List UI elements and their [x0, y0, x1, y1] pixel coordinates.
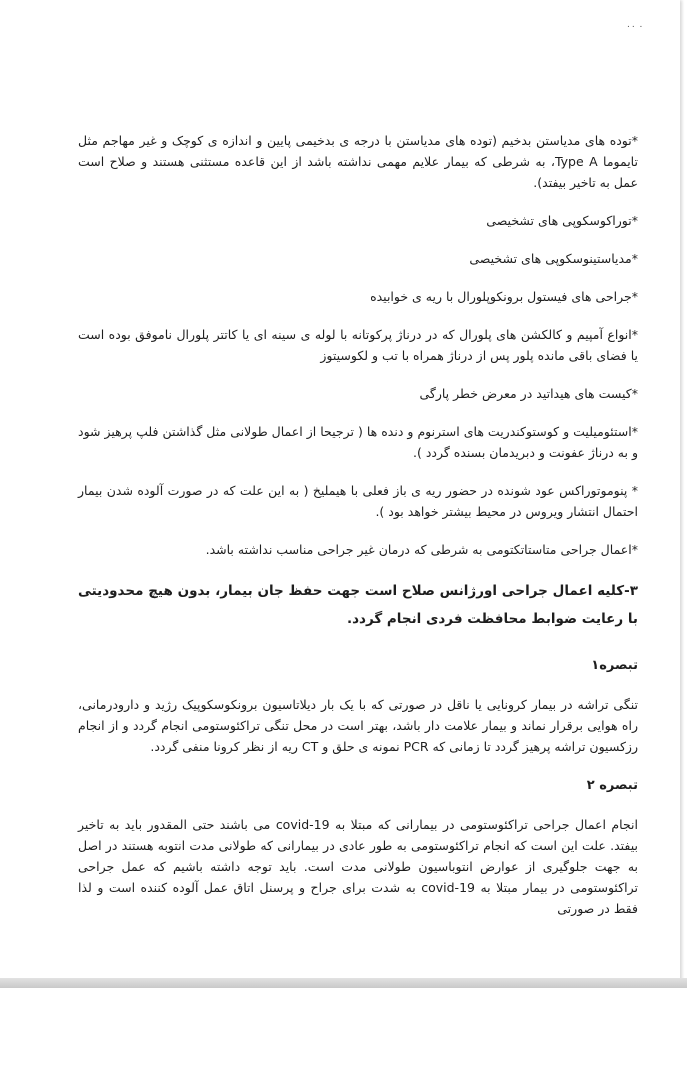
note-2-title: تبصره ۲ — [586, 778, 638, 793]
paragraph-bronchopleural-fistula: *جراحی های فیستول برونکوپلورال با ریه ی خوابیده — [370, 289, 638, 304]
scan-edge — [0, 978, 687, 988]
section-heading-emergency-surgery: ۳-کلیه اعمال جراحی اورژانس صلاح است جهت حفظ جان بیمار، بدون هیچ محدودیتی با رعایت ضوابط محافظت فردی انجام گردد. — [78, 583, 638, 627]
paragraph-diagnostic-mediastinoscopy: *مدیاستینوسکوپی های تشخیصی — [469, 251, 638, 266]
paragraph-metastasectomy: *اعمال جراحی متاستاتکتومی به شرطی که درمان غیر جراحی مناسب نداشته باشد. — [205, 542, 638, 557]
note-1-body: تنگی تراشه در بیمار کرونایی یا ناقل در صورتی که با یک بار دیلاتاسیون برونکوسکوپیک رژید و دارودرمانی، راه هوایی برقرار نماند و بیمار علامت دار باشد، بهتر است در محل تنگی تراکئوستومی انجام گردد و از انجام رزکسیون تراشه پرهیز گردد تا زمانی که PCR نمونه ی حلق و CT ریه از نظر کرونا منفی گردد. — [78, 697, 638, 754]
paragraph-hydatid-cyst: *کیست های هیداتید در معرض خطر پارگی — [419, 386, 638, 401]
note-2-body: انجام اعمال جراحی تراکئوستومی در بیمارانی که مبتلا به covid-19 می باشند حتی المقدور باید به تاخیر بیفتد. علت این است که انجام تراکئوستومی به طور عادی در بیمارانی که طولانی مدت انتوبه هستند در اصل به جهت جلوگیری از عوارض انتوباسیون طولانی مدت است. باید توجه داشته باشیم که عمل جراحی تراکئوستومی در بیمار مبتلا به covid-19 به شدت برای جراح و پرسنل اتاق عمل آلوده کننده است و لذا فقط در صورتی — [78, 817, 638, 916]
note-1-title: تبصره۱ — [591, 658, 638, 673]
paragraph-osteomyelitis: *استئومیلیت و کوستوکندریت های استرنوم و دنده ها ( ترجیحا از اعمال طولانی مثل گذاشتن فلپ پرهیز شود و به درناژ عفونت و دبریدمان بسنده گردد ). — [78, 424, 638, 460]
paragraph-diagnostic-thoracoscopy: *توراکوسکوپی های تشخیصی — [486, 213, 638, 228]
document-body — [78, 130, 638, 937]
paragraph-pneumothorax: * پنوموتوراکس عود شونده در حضور ریه ی باز فعلی با هیملیخ ( به این علت که در صورت آلوده شدن بیمار احتمال انتشار ویروس در محیط بیشتر خواهد بود ). — [78, 483, 638, 519]
corner-mark: ۰۰ ۰ — [626, 22, 644, 32]
paragraph-empyema: *انواع آمپیم و کالکشن های پلورال که در درناژ پرکوتانه با لوله ی سینه ای یا کاتتر پلورال ناموفق بوده است یا فضای باقی مانده پلور پس از درناژ همراه با تب و لکوسیتوز — [78, 327, 638, 363]
paragraph-malignant-mediastinal-masses: *توده های مدیاستن بدخیم (توده های مدیاستن با درجه ی بدخیمی پایین و اندازه ی کوچک و غیر مهاجم مثل تایموما Type A، به شرطی که بیمار علایم مهمی نداشته باشد از این قاعده مستثنی هستند و صلاح است عمل به تاخیر بیفتد). — [78, 133, 638, 190]
